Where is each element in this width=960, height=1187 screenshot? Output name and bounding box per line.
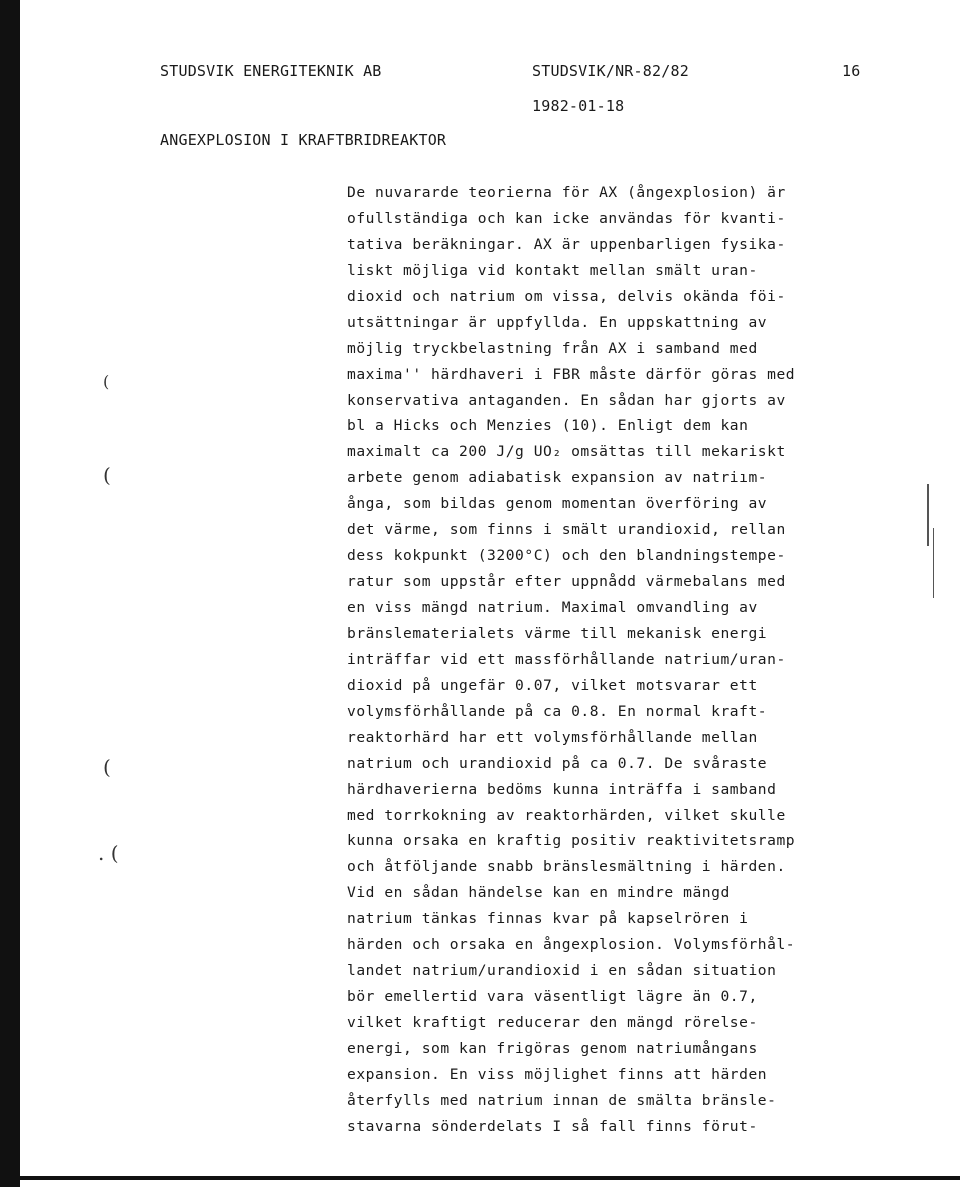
- page-number: 16: [842, 62, 861, 80]
- margin-mark: (: [103, 755, 111, 779]
- margin-mark: (: [103, 463, 111, 487]
- text-line: kunna orsaka en kraftig positiv reaktivitetsramp: [347, 832, 796, 850]
- text-line: arbete genom adiabatisk expansion av natriım-: [347, 469, 768, 487]
- text-line: dess kokpunkt (3200°C) och den blandningstempe-: [347, 547, 786, 565]
- text-line: landet natrium/urandioxid i en sådan situation: [347, 962, 777, 980]
- text-line: liskt möjliga vid kontakt mellan smält uran-: [347, 261, 758, 279]
- text-line: De nuvararde teorierna för AX (ångexplosion) är: [347, 184, 786, 201]
- scan-edge-bar: [0, 0, 20, 1187]
- body-paragraph: [347, 180, 847, 1140]
- text-line: bränslematerialets värme till mekanisk energi: [347, 624, 768, 642]
- text-line: en viss mängd natrium. Maximal omvandling av: [347, 599, 758, 616]
- text-line: maxima'' härdhaveri i FBR måste därför göras med: [347, 365, 796, 383]
- text-line: stavarna sönderdelats I så fall finns förut-: [347, 1117, 758, 1135]
- margin-change-bar: [933, 528, 934, 598]
- text-line: dioxid på ungefär 0.07, vilket motsvarar ett: [347, 676, 758, 694]
- text-line: ånga, som bildas genom momentan överföring av: [347, 495, 768, 513]
- text-line: maximalt ca 200 J/g UO₂ omsättas till mekariskt: [347, 443, 786, 461]
- text-line: ofullständiga och kan icke användas för kvanti-: [347, 209, 786, 227]
- page-bottom-rule: [0, 1176, 960, 1180]
- margin-mark: . (: [98, 841, 119, 865]
- text-line: härdhaverierna bedöms kunna inträffa i samband: [347, 780, 777, 798]
- report-date: 1982-01-18: [532, 97, 625, 115]
- text-line: reaktorhärd har ett volymsförhållande mellan: [347, 728, 758, 746]
- text-line: natrium och urandioxid på ca 0.7. De svåraste: [347, 754, 768, 772]
- margin-change-bar: [927, 484, 929, 546]
- text-line: bör emellertid vara väsentligt lägre än 0.7,: [347, 988, 758, 1006]
- text-line: utsättningar är uppfyllda. En uppskattning av: [347, 313, 768, 331]
- text-line: härden och orsaka en ångexplosion. Volymsförhål-: [347, 936, 796, 954]
- text-line: dioxid och natrium om vissa, delvis okända föi-: [347, 287, 786, 305]
- text-line: det värme, som finns i smält urandioxid, rellan: [347, 521, 786, 539]
- text-line: expansion. En viss möjlighet finns att härden: [347, 1065, 768, 1083]
- text-line: och åtföljande snabb bränslesmältning i härden.: [347, 858, 786, 876]
- text-line: konservativa antaganden. En sådan har gjorts av: [347, 391, 786, 409]
- text-line: bl a Hicks och Menzies (10). Enligt dem kan: [347, 417, 749, 435]
- report-number: STUDSVIK/NR-82/82: [532, 62, 689, 80]
- text-line: energi, som kan frigöras genom natriumångans: [347, 1039, 758, 1057]
- document-title: ANGEXPLOSION I KRAFTBRIDREAKTOR: [160, 131, 447, 149]
- company-name: STUDSVIK ENERGITEKNIK AB: [160, 62, 382, 80]
- margin-mark: (: [103, 372, 110, 391]
- text-line: volymsförhållande på ca 0.8. En normal kraft-: [347, 702, 768, 720]
- text-line: möjlig tryckbelastning från AX i samband med: [347, 339, 758, 357]
- text-line: med torrkokning av reaktorhärden, vilket skulle: [347, 806, 786, 824]
- text-line: inträffar vid ett massförhållande natrium/uran-: [347, 650, 786, 668]
- text-line: Vid en sådan händelse kan en mindre mängd: [347, 884, 730, 902]
- text-line: vilket kraftigt reducerar den mängd rörelse-: [347, 1014, 758, 1031]
- text-line: tativa beräkningar. AX är uppenbarligen fysika-: [347, 235, 786, 253]
- text-line: natrium tänkas finnas kvar på kapselrören i: [347, 910, 749, 928]
- text-line: ratur som uppstår efter uppnådd värmebalans med: [347, 573, 786, 591]
- text-line: återfylls med natrium innan de smälta bränsle-: [347, 1091, 777, 1109]
